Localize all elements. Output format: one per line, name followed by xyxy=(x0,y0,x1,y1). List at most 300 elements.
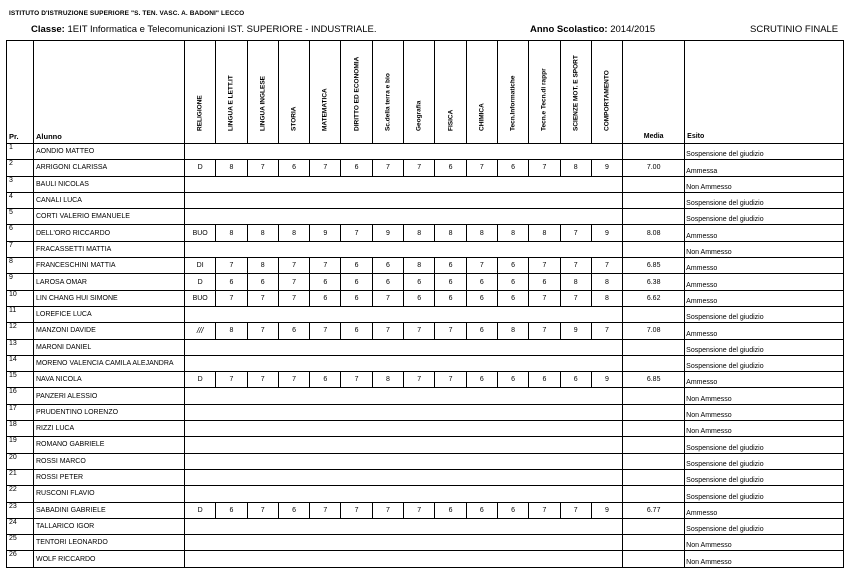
outcome-cell: Non Ammesso xyxy=(685,535,844,551)
student-name: ROSSI PETER xyxy=(34,469,185,485)
grade-cell: 7 xyxy=(372,160,403,176)
average-cell xyxy=(623,453,685,469)
student-name: ROSSI MARCO xyxy=(34,453,185,469)
student-row xyxy=(7,192,844,208)
student-row xyxy=(7,258,844,274)
grade-cell: 7 xyxy=(466,160,497,176)
grades-empty xyxy=(185,144,623,160)
student-name: RIZZI LUCA xyxy=(34,421,185,437)
average-cell xyxy=(623,469,685,485)
outcome-cell: Sospensione del giudizio xyxy=(685,486,844,502)
grade-cell: 8 xyxy=(560,160,591,176)
student-name: MANZONI DAVIDE xyxy=(34,323,185,339)
grade-cell: 8 xyxy=(529,225,560,241)
outcome-cell: Ammesso xyxy=(685,258,844,274)
grade-cell: 7 xyxy=(404,372,435,388)
school-name: ISTITUTO D'ISTRUZIONE SUPERIORE "S. TEN. VASC. A. BADONI" LECCO xyxy=(9,10,245,17)
student-number: 17 xyxy=(7,404,34,420)
school-year-label: Anno Scolastico: xyxy=(530,24,608,35)
grade-cell: 6 xyxy=(435,274,466,290)
student-number: 10 xyxy=(7,290,34,306)
student-name: PANZERI ALESSIO xyxy=(34,388,185,404)
average-cell: 6.85 xyxy=(623,372,685,388)
grade-cell: 6 xyxy=(435,258,466,274)
average-cell xyxy=(623,339,685,355)
grades-empty xyxy=(185,551,623,567)
grade-cell: 6 xyxy=(278,160,309,176)
column-header-subject xyxy=(310,41,341,144)
student-row xyxy=(7,372,844,388)
grade-cell: 9 xyxy=(560,323,591,339)
outcome-cell: Non Ammesso xyxy=(685,388,844,404)
grade-cell: 8 xyxy=(404,258,435,274)
grade-cell: 8 xyxy=(497,225,528,241)
student-number: 16 xyxy=(7,388,34,404)
grades-empty xyxy=(185,355,623,371)
grade-cell: 6 xyxy=(341,323,372,339)
grade-cell: 6 xyxy=(372,274,403,290)
grade-cell: 7 xyxy=(372,502,403,518)
student-name: LOREFICE LUCA xyxy=(34,306,185,322)
student-row xyxy=(7,323,844,339)
grade-cell: 6 xyxy=(341,160,372,176)
grades-empty xyxy=(185,241,623,257)
outcome-cell: Sospensione del giudizio xyxy=(685,355,844,371)
grades-table xyxy=(6,40,844,568)
average-cell: 7.08 xyxy=(623,323,685,339)
subject-label: CHIMICA xyxy=(478,103,486,131)
grade-cell: 6 xyxy=(310,372,341,388)
student-number: 13 xyxy=(7,339,34,355)
column-header-subject xyxy=(216,41,247,144)
grade-cell: 8 xyxy=(466,225,497,241)
grade-cell: 7 xyxy=(591,258,622,274)
student-number: 7 xyxy=(7,241,34,257)
grade-cell: 6 xyxy=(497,290,528,306)
grade-cell: 7 xyxy=(404,160,435,176)
average-cell: 7.00 xyxy=(623,160,685,176)
student-row xyxy=(7,241,844,257)
report-type: SCRUTINIO FINALE xyxy=(750,24,839,35)
grades-empty xyxy=(185,535,623,551)
grade-cell: D xyxy=(185,372,216,388)
grade-cell: 7 xyxy=(560,502,591,518)
student-name: WOLF RICCARDO xyxy=(34,551,185,567)
grade-cell: 7 xyxy=(404,502,435,518)
column-header-subject xyxy=(404,41,435,144)
grade-cell: 7 xyxy=(560,258,591,274)
student-name: LIN CHANG HUI SIMONE xyxy=(34,290,185,306)
average-cell xyxy=(623,535,685,551)
student-name: TALLARICO IGOR xyxy=(34,518,185,534)
student-row xyxy=(7,290,844,306)
grades-empty xyxy=(185,339,623,355)
grade-cell: D xyxy=(185,274,216,290)
table-header-row xyxy=(7,41,844,144)
column-header-subject xyxy=(560,41,591,144)
grade-cell: 8 xyxy=(560,274,591,290)
student-name: ROMANO GABRIELE xyxy=(34,437,185,453)
average-cell xyxy=(623,241,685,257)
grade-cell: 8 xyxy=(247,258,278,274)
outcome-cell: Non Ammesso xyxy=(685,176,844,192)
grade-cell: 9 xyxy=(591,225,622,241)
table-body xyxy=(7,144,844,568)
student-name: AONDIO MATTEO xyxy=(34,144,185,160)
grade-cell: 8 xyxy=(216,323,247,339)
subject-label: RELIGIONE xyxy=(196,95,204,131)
student-number: 22 xyxy=(7,486,34,502)
grades-empty xyxy=(185,469,623,485)
average-cell xyxy=(623,551,685,567)
grade-cell: 7 xyxy=(310,323,341,339)
grade-cell: 7 xyxy=(341,225,372,241)
column-header-esito: Esito xyxy=(685,41,844,144)
student-row xyxy=(7,486,844,502)
column-header-subject xyxy=(185,41,216,144)
grade-cell: 6 xyxy=(310,290,341,306)
grade-cell: 6 xyxy=(404,290,435,306)
grades-empty xyxy=(185,388,623,404)
student-number: 12 xyxy=(7,323,34,339)
grade-cell: 7 xyxy=(341,372,372,388)
grade-cell: 7 xyxy=(529,160,560,176)
average-cell: 6.77 xyxy=(623,502,685,518)
average-cell xyxy=(623,421,685,437)
grade-cell: 6 xyxy=(466,372,497,388)
grade-cell: 6 xyxy=(372,258,403,274)
student-row xyxy=(7,404,844,420)
grades-empty xyxy=(185,176,623,192)
student-row xyxy=(7,437,844,453)
grades-empty xyxy=(185,209,623,225)
outcome-cell: Non Ammesso xyxy=(685,241,844,257)
grade-cell: 6 xyxy=(278,502,309,518)
grade-cell: 6 xyxy=(404,274,435,290)
outcome-cell: Sospensione del giudizio xyxy=(685,437,844,453)
grade-cell: 6 xyxy=(435,160,466,176)
grade-cell: D xyxy=(185,160,216,176)
class-label: Classe: xyxy=(31,24,65,35)
column-header-subject xyxy=(466,41,497,144)
student-number: 18 xyxy=(7,421,34,437)
outcome-cell: Sospensione del giudizio xyxy=(685,469,844,485)
grade-cell: BUO xyxy=(185,225,216,241)
outcome-cell: Ammesso xyxy=(685,323,844,339)
subject-label: MATEMATICA xyxy=(321,88,329,131)
student-number: 1 xyxy=(7,144,34,160)
student-number: 20 xyxy=(7,453,34,469)
outcome-cell: Sospensione del giudizio xyxy=(685,306,844,322)
grades-empty xyxy=(185,453,623,469)
class-info xyxy=(31,24,377,35)
grade-cell: 8 xyxy=(216,225,247,241)
average-cell xyxy=(623,144,685,160)
average-cell: 6.62 xyxy=(623,290,685,306)
subject-label: STORIA xyxy=(290,106,298,131)
average-cell xyxy=(623,518,685,534)
student-number: 14 xyxy=(7,355,34,371)
grade-cell: /// xyxy=(185,323,216,339)
student-name: SABADINI GABRIELE xyxy=(34,502,185,518)
student-number: 19 xyxy=(7,437,34,453)
grade-cell: 7 xyxy=(247,502,278,518)
average-cell xyxy=(623,176,685,192)
student-number: 25 xyxy=(7,535,34,551)
average-cell xyxy=(623,404,685,420)
outcome-cell: Sospensione del giudizio xyxy=(685,209,844,225)
grade-cell: 6 xyxy=(278,323,309,339)
grade-cell: 7 xyxy=(560,225,591,241)
grade-cell: 7 xyxy=(591,323,622,339)
average-cell xyxy=(623,306,685,322)
outcome-cell: Ammesso xyxy=(685,502,844,518)
grade-cell: 8 xyxy=(372,372,403,388)
grades-empty xyxy=(185,518,623,534)
grade-cell: 7 xyxy=(310,258,341,274)
grade-cell: 7 xyxy=(466,258,497,274)
student-row xyxy=(7,225,844,241)
average-cell xyxy=(623,388,685,404)
student-row xyxy=(7,535,844,551)
student-row xyxy=(7,306,844,322)
student-name: FRANCESCHINI MATTIA xyxy=(34,258,185,274)
grade-cell: 9 xyxy=(591,160,622,176)
grade-cell: 7 xyxy=(341,502,372,518)
outcome-cell: Ammesso xyxy=(685,225,844,241)
grade-cell: D xyxy=(185,502,216,518)
grade-cell: 6 xyxy=(216,274,247,290)
grade-cell: 6 xyxy=(529,372,560,388)
student-number: 26 xyxy=(7,551,34,567)
grade-cell: 6 xyxy=(341,258,372,274)
student-name: RUSCONI FLAVIO xyxy=(34,486,185,502)
grade-cell: 8 xyxy=(247,225,278,241)
outcome-cell: Ammesso xyxy=(685,274,844,290)
student-row xyxy=(7,502,844,518)
student-row xyxy=(7,160,844,176)
student-number: 21 xyxy=(7,469,34,485)
grade-cell: DI xyxy=(185,258,216,274)
grade-cell: 7 xyxy=(529,290,560,306)
outcome-cell: Non Ammesso xyxy=(685,404,844,420)
student-name: NAVA NICOLA xyxy=(34,372,185,388)
average-cell xyxy=(623,209,685,225)
student-name: DELL'ORO RICCARDO xyxy=(34,225,185,241)
column-header-alunno: Alunno xyxy=(34,41,185,144)
student-name: BAULI NICOLAS xyxy=(34,176,185,192)
grade-cell: 6 xyxy=(497,502,528,518)
grade-cell: 7 xyxy=(435,323,466,339)
subject-label: LINGUA INGLESE xyxy=(259,75,267,131)
subject-label: DIRITTO ED ECONOMIA xyxy=(353,56,361,131)
student-number: 9 xyxy=(7,274,34,290)
student-number: 4 xyxy=(7,192,34,208)
grade-cell: 7 xyxy=(372,323,403,339)
student-row xyxy=(7,518,844,534)
grade-cell: 6 xyxy=(466,502,497,518)
student-number: 5 xyxy=(7,209,34,225)
column-header-subject xyxy=(247,41,278,144)
outcome-cell: Ammesso xyxy=(685,372,844,388)
school-year xyxy=(530,24,655,35)
grades-empty xyxy=(185,404,623,420)
grade-cell: 7 xyxy=(529,502,560,518)
student-number: 11 xyxy=(7,306,34,322)
student-row xyxy=(7,355,844,371)
subject-label: Geografia xyxy=(415,100,423,131)
grade-cell: 6 xyxy=(560,372,591,388)
grade-cell: 6 xyxy=(466,290,497,306)
column-header-subject xyxy=(529,41,560,144)
grade-cell: 7 xyxy=(247,323,278,339)
grade-cell: 9 xyxy=(310,225,341,241)
grade-cell: 7 xyxy=(404,323,435,339)
grade-cell: 7 xyxy=(372,290,403,306)
grade-cell: 7 xyxy=(247,290,278,306)
grades-empty xyxy=(185,306,623,322)
grade-cell: 8 xyxy=(435,225,466,241)
grade-cell: 7 xyxy=(310,502,341,518)
grade-cell: 6 xyxy=(497,258,528,274)
grades-empty xyxy=(185,421,623,437)
grade-cell: 8 xyxy=(278,225,309,241)
school-year-value: 2014/2015 xyxy=(610,24,656,35)
student-number: 15 xyxy=(7,372,34,388)
student-row xyxy=(7,551,844,567)
grade-cell: 7 xyxy=(278,290,309,306)
average-cell xyxy=(623,355,685,371)
student-number: 24 xyxy=(7,518,34,534)
student-name: FRACASSETTI MATTIA xyxy=(34,241,185,257)
grade-cell: 7 xyxy=(247,160,278,176)
grade-cell: 6 xyxy=(435,502,466,518)
outcome-cell: Sospensione del giudizio xyxy=(685,453,844,469)
column-header-subject xyxy=(497,41,528,144)
grade-cell: 6 xyxy=(466,274,497,290)
student-row xyxy=(7,469,844,485)
average-cell: 6.85 xyxy=(623,258,685,274)
subject-label: COMPORTAMENTO xyxy=(603,70,611,131)
student-name: LAROSA OMAR xyxy=(34,274,185,290)
grades-empty xyxy=(185,437,623,453)
subject-label: Tecn.Informatiche xyxy=(509,75,517,131)
grade-cell: 6 xyxy=(247,274,278,290)
column-header-subject xyxy=(435,41,466,144)
outcome-cell: Sospensione del giudizio xyxy=(685,518,844,534)
grade-cell: 6 xyxy=(341,290,372,306)
grade-cell: 7 xyxy=(216,258,247,274)
student-name: CANALI LUCA xyxy=(34,192,185,208)
subject-label: Sc.della terra e bio xyxy=(384,73,392,131)
average-cell xyxy=(623,486,685,502)
student-row xyxy=(7,209,844,225)
grade-cell: 6 xyxy=(497,160,528,176)
grade-cell: 7 xyxy=(435,372,466,388)
student-row xyxy=(7,388,844,404)
outcome-cell: Sospensione del giudizio xyxy=(685,339,844,355)
student-number: 3 xyxy=(7,176,34,192)
grade-cell: 6 xyxy=(466,323,497,339)
student-name: MARONI DANIEL xyxy=(34,339,185,355)
outcome-cell: Ammesso xyxy=(685,290,844,306)
outcome-cell: Sospensione del giudizio xyxy=(685,192,844,208)
grade-cell: 9 xyxy=(591,372,622,388)
grade-cell: 6 xyxy=(497,274,528,290)
student-row xyxy=(7,274,844,290)
grade-cell: 7 xyxy=(310,160,341,176)
outcome-cell: Ammessa xyxy=(685,160,844,176)
student-row xyxy=(7,339,844,355)
column-header-media: Media xyxy=(623,41,685,144)
grade-cell: 6 xyxy=(310,274,341,290)
student-row xyxy=(7,176,844,192)
subject-label: FISICA xyxy=(447,109,455,131)
student-name: MORENO VALENCIA CAMILA ALEJANDRA xyxy=(34,355,185,371)
average-cell xyxy=(623,192,685,208)
grade-cell: 7 xyxy=(529,323,560,339)
column-header-pr: Pr. xyxy=(7,41,34,144)
student-name: ARRIGONI CLARISSA xyxy=(34,160,185,176)
grade-cell: 9 xyxy=(591,502,622,518)
grade-cell: 8 xyxy=(591,274,622,290)
outcome-cell: Non Ammesso xyxy=(685,421,844,437)
outcome-cell: Sospensione del giudizio xyxy=(685,144,844,160)
subject-label: SCIENZE MOT. E SPORT xyxy=(572,55,580,131)
grade-cell: 6 xyxy=(529,274,560,290)
student-row xyxy=(7,453,844,469)
average-cell: 6.38 xyxy=(623,274,685,290)
grade-cell: 8 xyxy=(497,323,528,339)
grade-cell: 6 xyxy=(435,290,466,306)
grade-cell: 7 xyxy=(216,372,247,388)
class-value: 1EIT Informatica e Telecomunicazioni IST. SUPERIORE - INDUSTRIALE. xyxy=(67,24,377,35)
grade-cell: 6 xyxy=(341,274,372,290)
grade-cell: 7 xyxy=(529,258,560,274)
average-cell: 8.08 xyxy=(623,225,685,241)
average-cell xyxy=(623,437,685,453)
student-name: CORTI VALERIO EMANUELE xyxy=(34,209,185,225)
student-number: 8 xyxy=(7,258,34,274)
subject-label: LINGUA E LETT.IT xyxy=(227,75,235,131)
grade-cell: 7 xyxy=(560,290,591,306)
subject-label: Tecn.e Tecn.di rappr xyxy=(540,68,548,131)
student-number: 6 xyxy=(7,225,34,241)
grade-cell: 8 xyxy=(216,160,247,176)
grades-empty xyxy=(185,486,623,502)
grade-cell: 8 xyxy=(404,225,435,241)
grade-cell: 7 xyxy=(216,290,247,306)
column-header-subject xyxy=(341,41,372,144)
student-name: PRUDENTINO LORENZO xyxy=(34,404,185,420)
grade-cell: 6 xyxy=(216,502,247,518)
column-header-subject xyxy=(591,41,622,144)
grades-empty xyxy=(185,192,623,208)
student-row xyxy=(7,144,844,160)
grade-cell: 9 xyxy=(372,225,403,241)
grade-cell: 7 xyxy=(278,372,309,388)
grade-cell: 7 xyxy=(247,372,278,388)
grade-cell: 7 xyxy=(278,274,309,290)
grade-cell: 8 xyxy=(591,290,622,306)
student-row xyxy=(7,421,844,437)
student-number: 23 xyxy=(7,502,34,518)
grade-cell: BUO xyxy=(185,290,216,306)
student-number: 2 xyxy=(7,160,34,176)
student-name: TENTORI LEONARDO xyxy=(34,535,185,551)
grade-cell: 6 xyxy=(497,372,528,388)
outcome-cell: Non Ammesso xyxy=(685,551,844,567)
